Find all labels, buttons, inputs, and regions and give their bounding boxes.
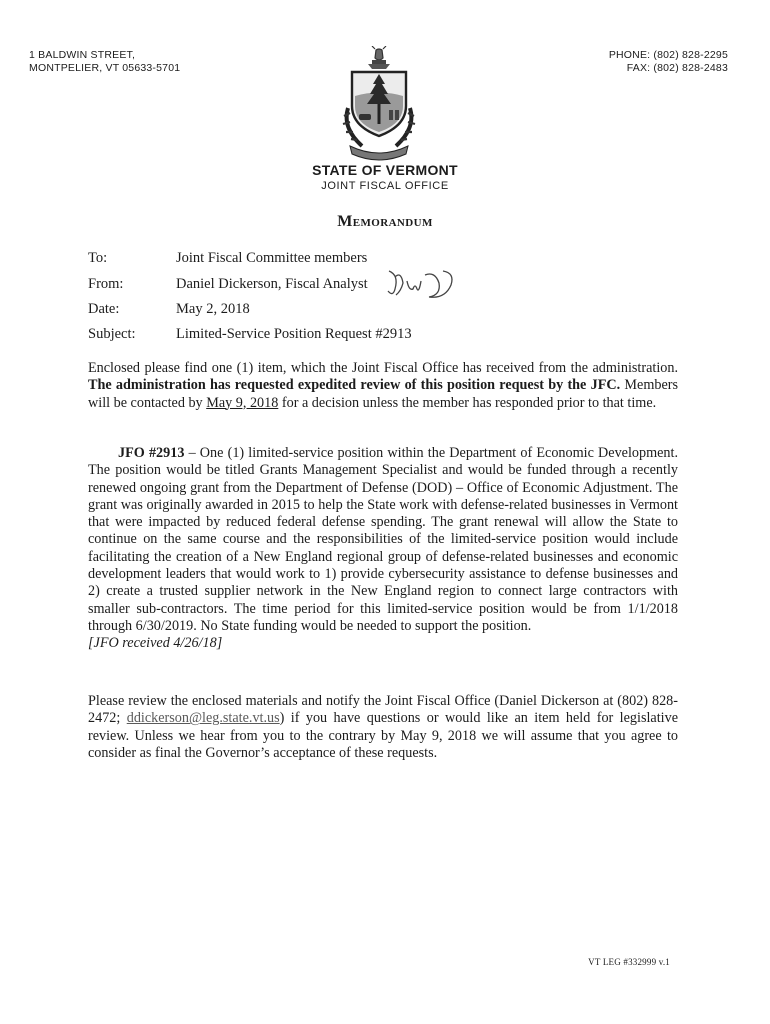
paragraph-request [88,445,678,653]
address-city: MONTPELIER, VT 05633-5701 [29,62,181,74]
memo-title: Memorandum [337,213,433,230]
date-value: May 2, 2018 [176,301,250,317]
address-street: 1 BALDWIN STREET, [29,49,136,61]
review-text: Please review the enclosed materials and notify the Joint Fiscal Office (Daniel Dickerson at (802) 828-2472; [88,693,678,727]
office-address [29,49,180,75]
subject-label: Subject: [88,326,136,342]
received-note: [JFO received 4/26/18] [88,635,223,652]
intro-text: Enclosed please find one (1) item, which the Joint Fiscal Office has received from the administration. [88,360,678,376]
date-label: Date: [88,301,120,317]
expedited-review-note: The administration has requested expedited review of this position request by the JFC. [88,377,621,394]
handwritten-initials-icon [385,267,457,301]
intro-contact-text: Members will be contacted by [88,377,678,411]
paragraph-intro [88,360,678,412]
office-contact [609,49,728,75]
request-number: JFO #2913 [118,445,185,461]
email-link[interactable]: ddickerson@leg.state.vt.us [126,710,280,727]
review-end-text: ) if you have questions or would like an item held for legislative review. Unless we hear from you to the contrary by May 9, 2018 we will assume that you agree to consider as final the Governor’s acceptance of these requests. [88,710,678,761]
deadline-date: May 9, 2018 [206,394,279,411]
to-value: Joint Fiscal Committee members [176,250,368,266]
state-name: STATE OF VERMONT [312,162,458,178]
paragraph-review [88,693,678,762]
fax-number: FAX: (802) 828-2483 [626,62,728,74]
from-label: From: [88,276,124,292]
intro-end-text: for a decision unless the member has responded prior to that time. [278,394,657,411]
document-id: VT LEG #332999 v.1 [588,957,670,967]
phone-number: PHONE: (802) 828-2295 [608,49,728,61]
request-description: – One (1) limited-service position within the Department of Economic Development. The position would be titled Grants Management Specialist and would be funded through a recently renewed ongoing grant from the Department of Defense (DOD) – Office of Economic Adjustment. The grant was originally awarded in 2015 to help the State work with defense-related businesses in Vermont that were impacted by reduced federal defense spending. The grant renewal will allow the State to continue on the same course and the responsibilities of the limited-service position would include facilitating the creation of a New England regional group of defense-related businesses and economic development leaders that would work to 1) provide cybersecurity assistance to defense businesses and 2) create a trusted supplier network in the New England region to connect large contractors with smaller sub-contractors. The time period for this limited-service position would be from 1/1/2018 through 6/30/2019. No State funding would be needed to support the position. [88,445,678,634]
to-label: To: [88,250,108,266]
from-value: Daniel Dickerson, Fiscal Analyst [176,276,368,292]
vermont-seal-icon [332,46,426,166]
office-name: JOINT FISCAL OFFICE [321,180,449,192]
subject-value: Limited-Service Position Request #2913 [176,326,412,342]
